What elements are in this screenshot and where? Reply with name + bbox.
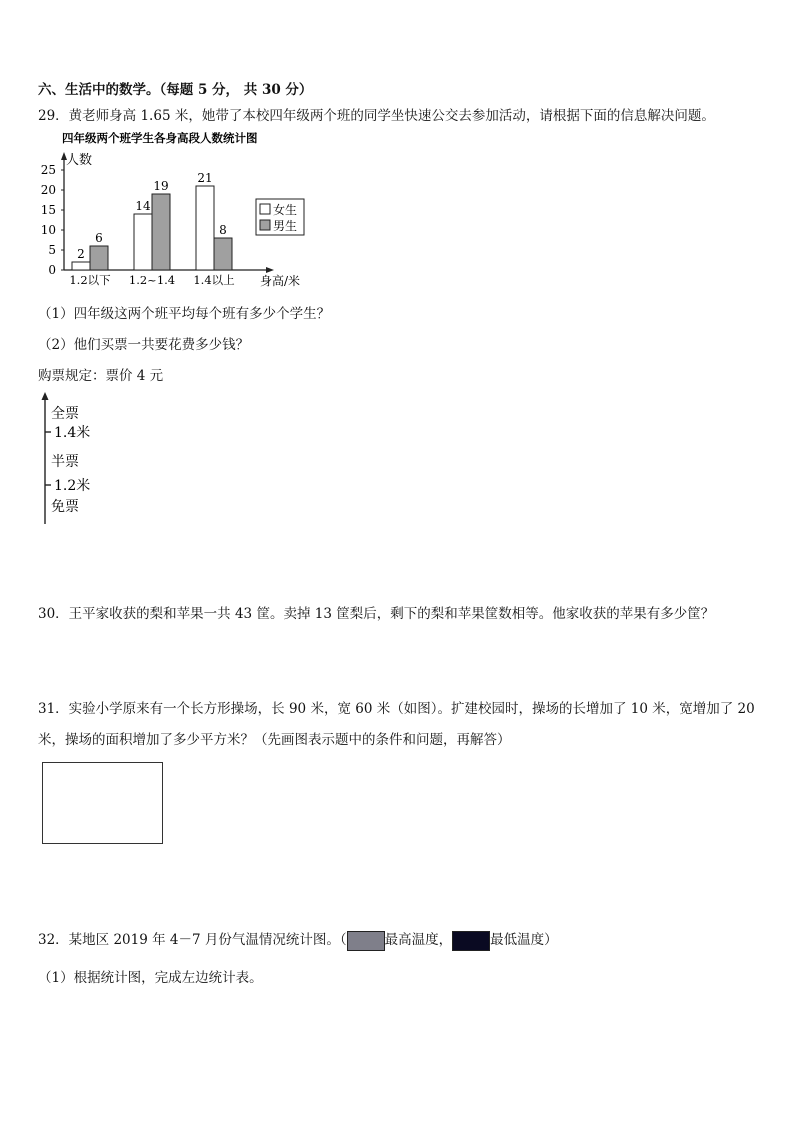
x-tick-label: 1.4以上 bbox=[193, 273, 235, 287]
question-29-sub2: （2）他们买票一共要花费多少钱？ bbox=[38, 337, 250, 353]
question-32-sub1: （1）根据统计图，完成左边统计表。 bbox=[38, 970, 263, 986]
y-tick-label: 25 bbox=[40, 163, 56, 177]
x-tick-label: 1.2~1.4 bbox=[128, 273, 176, 287]
bar-female bbox=[72, 262, 90, 270]
y-tick-label: 5 bbox=[48, 243, 56, 257]
question-31-line1: 31．实验小学原来有一个长方形操场，长 90 米，宽 60 米（如图）。扩建校园时，操场的长增加了 10 米，宽增加了 20 bbox=[38, 701, 755, 717]
question-32-prefix: 32．某地区 2019 年 4－7 月份气温情况统计图。（ bbox=[38, 932, 347, 948]
question-29-text: 29．黄老师身高 1.65 米，她带了本校四年级两个班的同学坐快速公交去参加活动，请根据下面的信息解决问题。 bbox=[38, 108, 715, 124]
legend-label: 男生 bbox=[273, 219, 298, 233]
bar-male bbox=[90, 246, 108, 270]
y-tick-label: 20 bbox=[40, 183, 56, 197]
ticket-mark-low: 1.2米 bbox=[54, 478, 91, 494]
ticket-mark-high: 1.4米 bbox=[54, 425, 91, 441]
bar-male bbox=[152, 194, 170, 270]
legend-swatch bbox=[260, 204, 270, 214]
bar-value-label: 8 bbox=[219, 223, 227, 237]
x-tick-label: 1.2以下 bbox=[69, 273, 111, 287]
ticket-rule: 购票规定：票价 4 元 bbox=[38, 368, 164, 384]
ticket-full: 全票 bbox=[51, 406, 79, 422]
y-tick-label: 0 bbox=[48, 263, 56, 277]
chart-legend bbox=[256, 199, 304, 235]
x-axis-arrow-icon bbox=[266, 267, 274, 273]
legend-swatch-high-temp bbox=[347, 931, 385, 951]
bar-chart-svg bbox=[36, 126, 326, 291]
bar-female bbox=[196, 186, 214, 270]
question-30-text: 30．王平家收获的梨和苹果一共 43 筐。卖掉 13 筐梨后，剩下的梨和苹果筐数相等。他家收获的苹果有多少筐？ bbox=[38, 606, 715, 622]
ticket-diagram bbox=[36, 392, 136, 527]
legend-label-high-temp: 最高温度， bbox=[384, 932, 453, 948]
bar-female bbox=[134, 214, 152, 270]
legend-swatch bbox=[260, 220, 270, 230]
legend-label-low-temp: 最低温度） bbox=[490, 932, 558, 948]
bar-value-label: 2 bbox=[77, 247, 85, 261]
question-29-sub1: （1）四年级这两个班平均每个班有多少个学生？ bbox=[38, 306, 331, 322]
section-heading: 六、生活中的数学。（每题 5 分， 共 30 分） bbox=[38, 82, 313, 98]
bar-value-label: 19 bbox=[153, 179, 169, 193]
y-axis-label: 人数 bbox=[66, 153, 93, 168]
bar-chart bbox=[36, 126, 326, 291]
legend-label: 女生 bbox=[273, 203, 298, 217]
ticket-half: 半票 bbox=[51, 454, 79, 470]
ticket-free: 免票 bbox=[51, 499, 79, 515]
y-tick-label: 10 bbox=[40, 223, 56, 237]
x-axis-label: 身高/米 bbox=[260, 274, 301, 288]
y-tick-label: 15 bbox=[40, 203, 56, 217]
question-32-line bbox=[38, 928, 558, 951]
ticket-diagram-svg bbox=[36, 392, 136, 527]
playground-rectangle bbox=[42, 762, 163, 844]
bar-value-label: 14 bbox=[135, 199, 151, 213]
chart-title: 四年级两个班学生各身高段人数统计图 bbox=[62, 131, 258, 145]
bar-value-label: 21 bbox=[197, 171, 213, 185]
bar-value-label: 6 bbox=[95, 231, 103, 245]
legend-swatch-low-temp bbox=[452, 931, 490, 951]
arrow-up-icon bbox=[42, 392, 49, 400]
question-31-line2: 米，操场的面积增加了多少平方米？（先画图表示题中的条件和问题，再解答） bbox=[38, 732, 511, 748]
bar-male bbox=[214, 238, 232, 270]
